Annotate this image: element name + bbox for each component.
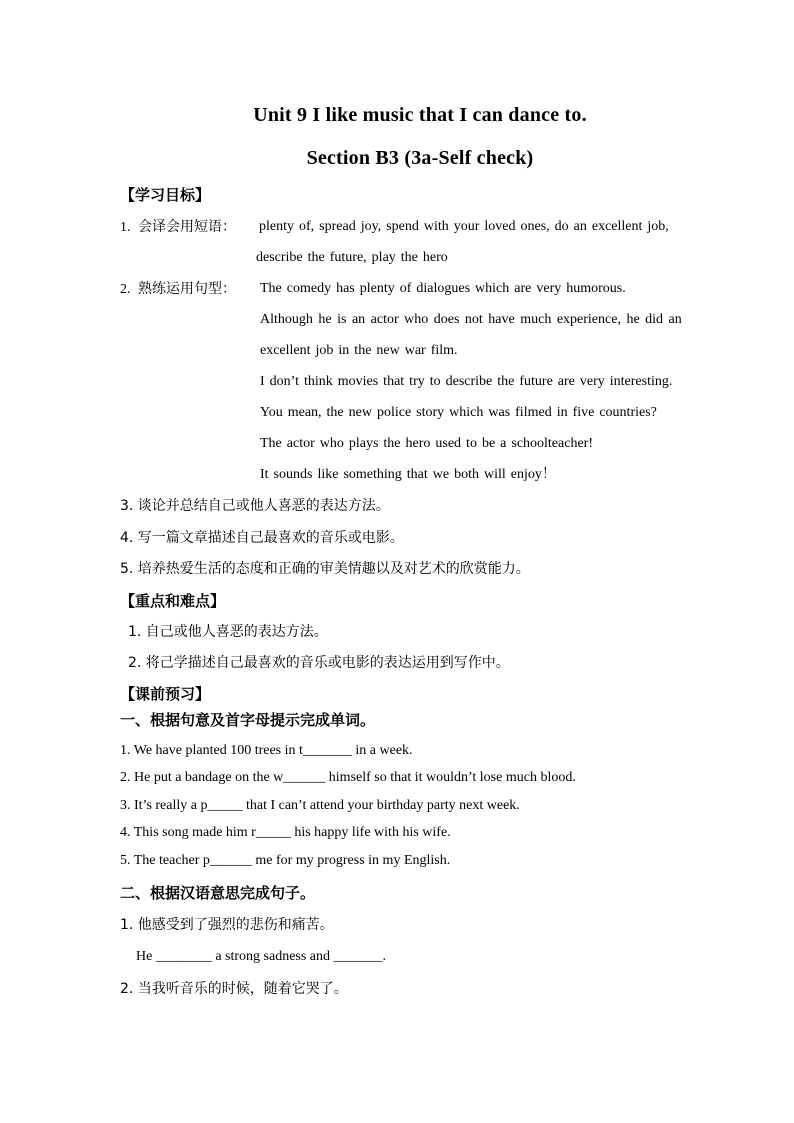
objective-1-text-b: describe the future, play the hero <box>256 250 448 265</box>
objective-1 <box>120 217 236 238</box>
key-point-2: 2. 将己学描述自己最喜欢的音乐或电影的表达运用到写作中。 <box>128 655 510 671</box>
objective-1-label: 会译会用短语： <box>138 219 236 235</box>
sentence-pattern: It sounds like something that we both will enjoy！ <box>260 467 556 482</box>
key-point-1: 1. 自己或他人喜恶的表达方法。 <box>128 624 328 640</box>
objective-1-number: 1. <box>120 220 131 235</box>
sentence-pattern: excellent job in the new war film. <box>260 343 458 358</box>
exercise-item: 3. It’s really a p_____ that I can’t attend your birthday party next week. <box>120 798 520 813</box>
preview-part1-title: 一、根据句意及首字母提示完成单词。 <box>120 711 376 729</box>
objective-5: 5. 培养热爱生活的态度和正确的审美情趣以及对艺术的欣赏能力。 <box>120 561 530 577</box>
translation-item-1: 1. 他感受到了强烈的悲伤和痛苦。 <box>120 917 334 933</box>
objective-2-label: 熟练运用句型： <box>138 281 236 297</box>
exercise-item: 5. The teacher p______ me for my progress in my English. <box>120 853 451 868</box>
sentence-pattern: You mean, the new police story which was filmed in five countries? <box>260 405 657 420</box>
sentence-pattern: Although he is an actor who does not have much experience, he did an <box>260 312 682 327</box>
exercise-item: 2. He put a bandage on the w______ himself so that it wouldn’t lose much blood. <box>120 770 576 785</box>
objective-1-text-a: plenty of, spread joy, spend with your loved ones, do an excellent job, <box>259 219 669 234</box>
key-points-heading: 【重点和难点】 <box>120 592 226 610</box>
sentence-pattern: The actor who plays the hero used to be a schoolteacher! <box>260 436 593 451</box>
preview-heading: 【课前预习】 <box>120 685 211 703</box>
section-title: Section B3 (3a-Self check) <box>306 147 534 169</box>
translation-item-1-answer: He ________ a strong sadness and _______. <box>136 949 387 964</box>
sentence-pattern: The comedy has plenty of dialogues which are very humorous. <box>260 281 626 296</box>
unit-title: Unit 9 I like music that I can dance to. <box>253 104 587 126</box>
sentence-pattern: I don’t think movies that try to describe the future are very interesting. <box>260 374 673 389</box>
exercise-item: 1. We have planted 100 trees in t_______ in a week. <box>120 743 413 758</box>
exercise-item: 4. This song made him r_____ his happy life with his wife. <box>120 825 451 840</box>
objectives-heading: 【学习目标】 <box>120 186 211 204</box>
objective-3: 3. 谈论并总结自己或他人喜恶的表达方法。 <box>120 498 390 514</box>
objective-2-number: 2. <box>120 282 131 297</box>
translation-item-2: 2. 当我听音乐的时候，随着它哭了。 <box>120 981 348 997</box>
objective-2 <box>120 279 236 300</box>
preview-part2-title: 二、根据汉语意思完成句子。 <box>120 884 316 902</box>
objective-4: 4. 写一篇文章描述自己最喜欢的音乐或电影。 <box>120 530 404 546</box>
